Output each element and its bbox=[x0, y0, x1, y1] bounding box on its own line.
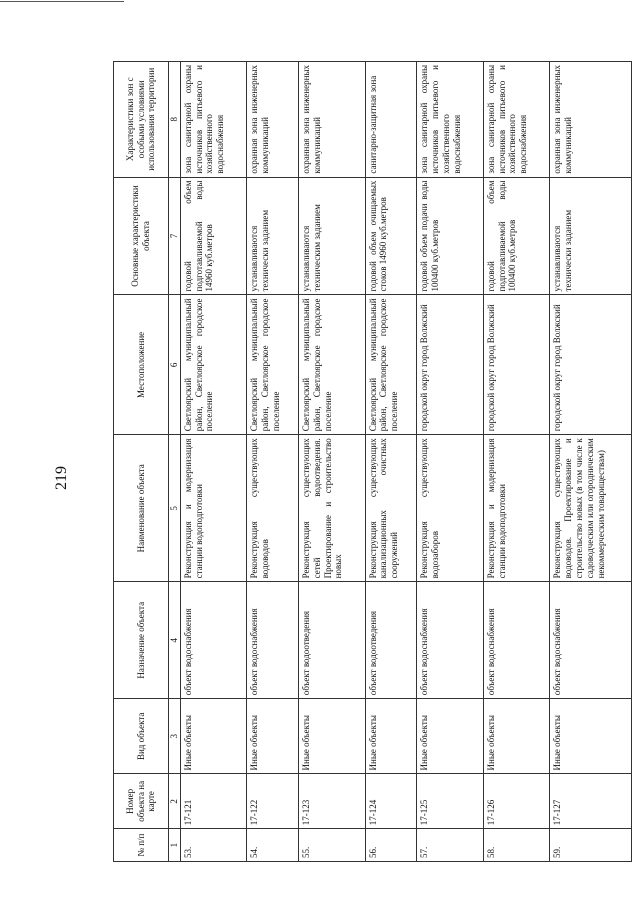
column-number: 4 bbox=[169, 582, 181, 699]
object-name: Реконструкция существующих водоводов bbox=[247, 435, 299, 582]
object-name: Реконструкция и модернизация станции водоподготовки bbox=[483, 435, 550, 582]
object-purpose: объект водоснабжения bbox=[247, 582, 299, 699]
object-characteristics: устанавливаются технически заданием bbox=[247, 177, 299, 295]
header-cell: Назначение объекта bbox=[114, 582, 169, 699]
zone-characteristics: охранная зона инженерных коммуникаций bbox=[299, 62, 366, 178]
object-purpose: объект водоснабжения bbox=[483, 582, 550, 699]
table-row bbox=[417, 62, 484, 862]
objects-table bbox=[113, 61, 632, 862]
header-cell: Основные характеристики объекта bbox=[114, 177, 169, 295]
column-number: 7 bbox=[169, 177, 181, 295]
header-row bbox=[114, 62, 169, 862]
zone-characteristics: охранная зона инженерных коммуникаций bbox=[247, 62, 299, 178]
map-number: 17-126 bbox=[483, 774, 550, 829]
header-cell: Вид объекта bbox=[114, 699, 169, 774]
row-index: 53. bbox=[180, 829, 247, 862]
object-type: Иные объекты bbox=[417, 699, 484, 774]
row-index: 58. bbox=[483, 829, 550, 862]
zone-characteristics: зона санитарной охраны источников питьевого и хозяйственного водоснабжения bbox=[483, 62, 550, 178]
zone-characteristics: охранная зона инженерных коммуникаций bbox=[550, 62, 632, 178]
object-purpose: объект водоснабжения bbox=[417, 582, 484, 699]
table-row bbox=[299, 62, 366, 862]
map-number: 17-125 bbox=[417, 774, 484, 829]
object-characteristics: годовой объем очищаемых стоков 14960 куб.метров bbox=[365, 177, 417, 295]
object-type: Иные объекты bbox=[365, 699, 417, 774]
map-number: 17-121 bbox=[180, 774, 247, 829]
header-cell: Местоположение bbox=[114, 295, 169, 435]
object-name: Реконструкция существующих водоводов. Проектирование и строительство новых (в том числе к садоводческим или огородническим некоммерческим товариществам) bbox=[550, 435, 632, 582]
header-cell: Характеристики зон с особыми условиями использования территории bbox=[114, 62, 169, 178]
object-name: Реконструкция существующих канализационных очистных сооружений bbox=[365, 435, 417, 582]
object-type: Иные объекты bbox=[247, 699, 299, 774]
object-characteristics: устанавливаются техническим заданием bbox=[299, 177, 366, 295]
table-row bbox=[365, 62, 417, 862]
map-number: 17-123 bbox=[299, 774, 366, 829]
object-location: городской округ город Волжский bbox=[483, 295, 550, 435]
column-number: 3 bbox=[169, 699, 181, 774]
object-name: Реконструкция и модернизация станции водоподготовки bbox=[180, 435, 247, 582]
object-purpose: объект водоотведения bbox=[299, 582, 366, 699]
rotated-table-wrapper bbox=[113, 61, 632, 862]
object-characteristics: годовой объем подачи воды 100400 куб.метров bbox=[417, 177, 484, 295]
object-type: Иные объекты bbox=[299, 699, 366, 774]
map-number: 17-122 bbox=[247, 774, 299, 829]
object-location: городской округ город Волжский bbox=[550, 295, 632, 435]
object-characteristics: устанавливаются технически заданием bbox=[550, 177, 632, 295]
object-characteristics: годовой объем подготавливаемой воды 14960 куб.метров bbox=[180, 177, 247, 295]
object-characteristics: годовой объем подготавливаемой воды 100400 куб.метров bbox=[483, 177, 550, 295]
object-type: Иные объекты bbox=[180, 699, 247, 774]
column-number-row bbox=[169, 62, 181, 862]
table-row bbox=[550, 62, 632, 862]
zone-characteristics: зона санитарной охраны источников питьевого и хозяйственного водоснабжения bbox=[417, 62, 484, 178]
object-name: Реконструкция существующих водозаборов bbox=[417, 435, 484, 582]
object-purpose: объект водоснабжения bbox=[180, 582, 247, 699]
column-number: 5 bbox=[169, 435, 181, 582]
row-index: 59. bbox=[550, 829, 632, 862]
row-index: 55. bbox=[299, 829, 366, 862]
top-rule bbox=[0, 1, 124, 2]
table-row bbox=[180, 62, 247, 862]
column-number: 2 bbox=[169, 774, 181, 829]
row-index: 54. bbox=[247, 829, 299, 862]
zone-characteristics: зона санитарной охраны источников питьевого и хозяйственного водоснабжения bbox=[180, 62, 247, 178]
column-number: 8 bbox=[169, 62, 181, 178]
map-number: 17-124 bbox=[365, 774, 417, 829]
header-cell: № п/п bbox=[114, 829, 169, 862]
object-location: Светлоярский муниципальный район, Светлоярское городское поселение bbox=[299, 295, 366, 435]
row-index: 56. bbox=[365, 829, 417, 862]
column-number: 6 bbox=[169, 295, 181, 435]
column-number: 1 bbox=[169, 829, 181, 862]
table-row bbox=[247, 62, 299, 862]
table-row bbox=[483, 62, 550, 862]
object-location: Светлоярский муниципальный район, Светлоярское городское поселение bbox=[365, 295, 417, 435]
object-type: Иные объекты bbox=[550, 699, 632, 774]
object-name: Реконструкция существующих сетей водоотведения. Проектирование и строительство новых bbox=[299, 435, 366, 582]
object-purpose: объект водоотведения bbox=[365, 582, 417, 699]
object-location: городской округ город Волжский bbox=[417, 295, 484, 435]
object-purpose: объект водоснабжения bbox=[550, 582, 632, 699]
header-cell: Наименование объекта bbox=[114, 435, 169, 582]
zone-characteristics: санитарно-защитная зона bbox=[365, 62, 417, 178]
map-number: 17-127 bbox=[550, 774, 632, 829]
object-type: Иные объекты bbox=[483, 699, 550, 774]
object-location: Светлоярский муниципальный район, Светлоярское городское поселение bbox=[180, 295, 247, 435]
page-number: 219 bbox=[53, 466, 70, 490]
row-index: 57. bbox=[417, 829, 484, 862]
header-cell: Номер объекта на карте bbox=[114, 774, 169, 829]
object-location: Светлоярский муниципальный район, Светлоярское городское поселение bbox=[247, 295, 299, 435]
